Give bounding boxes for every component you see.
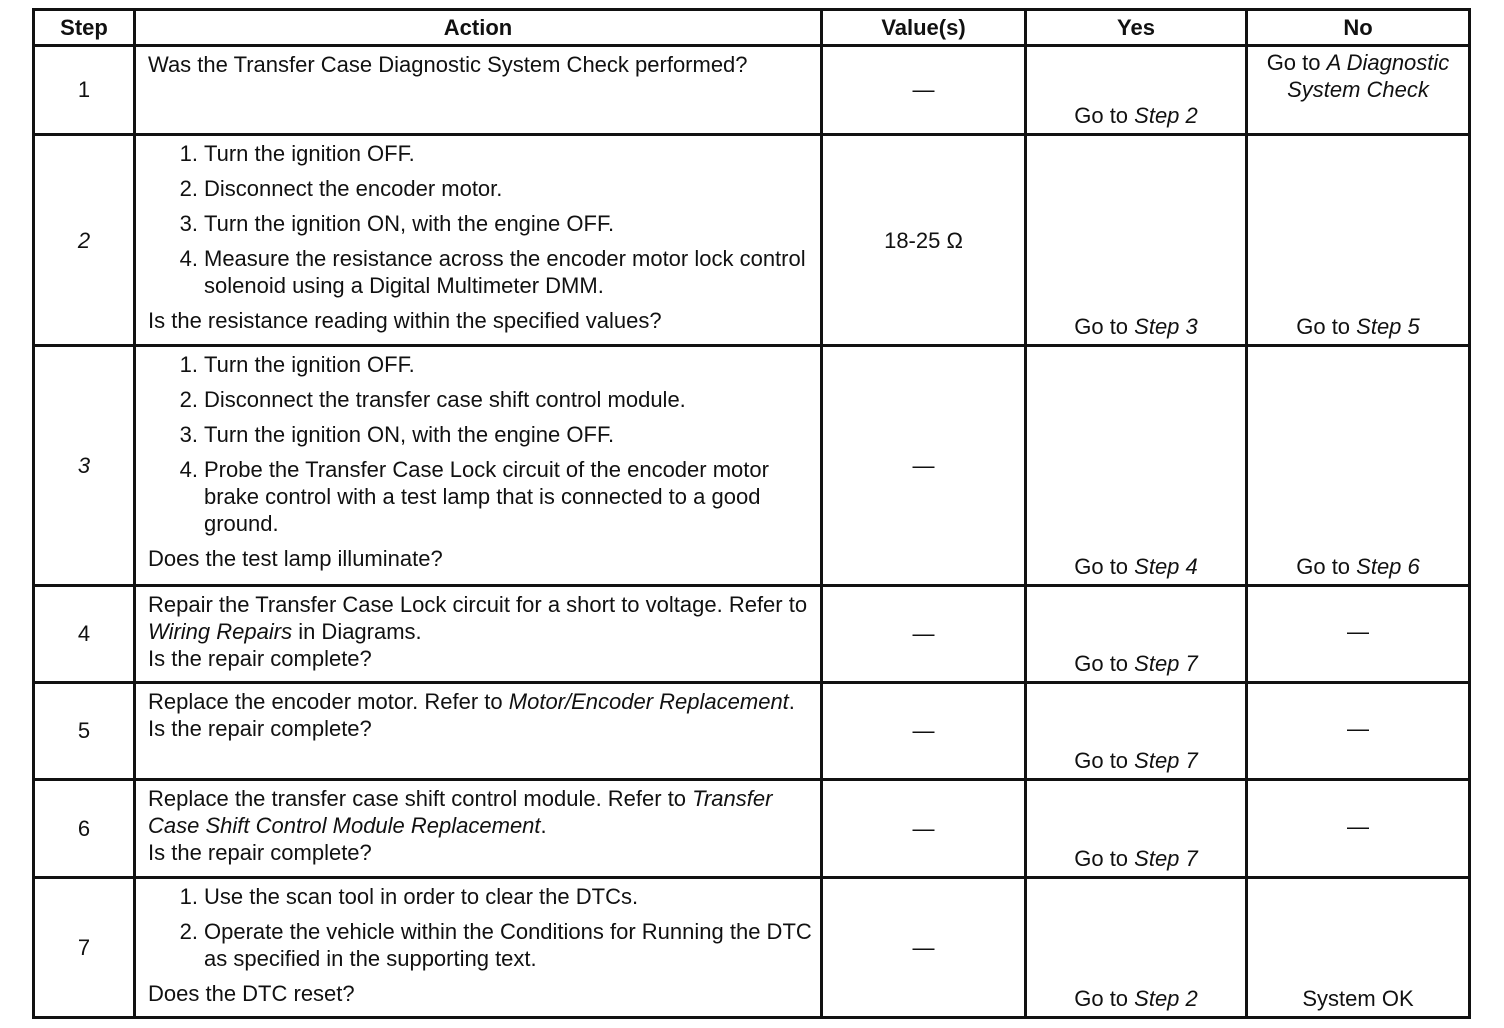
action-text-part: Replace the transfer case shift control module. Refer to (148, 785, 693, 811)
goto-step-link[interactable]: Step 7 (1134, 747, 1198, 773)
procedure-step (168, 210, 812, 237)
procedure-step-number: 2. (179, 387, 198, 413)
table-row (34, 134, 1470, 346)
yes-cell (1026, 46, 1247, 135)
yes-cell (1026, 877, 1247, 1017)
table-row (34, 877, 1470, 1017)
action-text-part: in Diagrams. (292, 618, 422, 644)
goto-prefix: Go to (1074, 747, 1135, 773)
action-cell (135, 585, 822, 682)
action-cell (135, 779, 822, 877)
goto-prefix: Go to (1266, 50, 1327, 75)
question-text: Is the resistance reading within the specified values? (148, 307, 662, 333)
procedure-step-text: Turn the ignition ON, with the engine OFF. (204, 210, 615, 236)
header-action: Action (135, 10, 822, 46)
procedure-step-number: 3. (179, 422, 198, 448)
action-cell (135, 134, 822, 346)
no-cell: — (1247, 682, 1470, 779)
procedure-step (168, 386, 812, 413)
goto-diagnostic-check-link[interactable]: A Diagnostic System Check (1287, 50, 1450, 102)
procedure-step (168, 351, 812, 378)
action-cell (135, 346, 822, 585)
procedure-step-number: 3. (179, 210, 198, 236)
procedure-step-number: 4. (179, 245, 198, 271)
question-text: Is the repair complete? (148, 645, 372, 671)
goto-step-link[interactable]: Step 2 (1134, 102, 1198, 128)
no-cell (1247, 134, 1470, 346)
no-cell: — (1247, 585, 1470, 682)
step-number: 3 (34, 346, 135, 585)
procedure-step-number: 2. (179, 918, 198, 944)
procedure-step-text: Turn the ignition OFF. (204, 140, 415, 166)
no-cell (1247, 46, 1470, 135)
procedure-step-number: 1. (179, 883, 198, 909)
procedure-step-number: 2. (179, 175, 198, 201)
action-text-part: . (540, 812, 547, 838)
table-row (34, 585, 1470, 682)
reference-link[interactable]: Motor/Encoder Replacement (508, 688, 789, 714)
header-row (34, 10, 1470, 46)
procedure-step (168, 918, 812, 972)
goto-prefix: Go to (1296, 314, 1357, 340)
no-cell: System OK (1247, 877, 1470, 1017)
goto-prefix: Go to (1074, 102, 1135, 128)
procedure-step (168, 883, 812, 910)
header-no: No (1247, 10, 1470, 46)
value-cell: — (822, 877, 1026, 1017)
value-cell: — (822, 46, 1026, 135)
procedure-step (168, 245, 812, 299)
procedure-step-text: Disconnect the transfer case shift control module. (204, 387, 686, 413)
goto-prefix: Go to (1296, 553, 1357, 579)
goto-prefix: Go to (1074, 314, 1135, 340)
step-number: 2 (34, 134, 135, 346)
table-row (34, 682, 1470, 779)
table-row (34, 779, 1470, 877)
yes-cell (1026, 585, 1247, 682)
header-yes: Yes (1026, 10, 1247, 46)
action-text: Was the Transfer Case Diagnostic System Check performed? (148, 52, 748, 77)
reference-link[interactable]: Transfer Case Shift Control Module Replacement (148, 785, 773, 838)
procedure-step-text: Measure the resistance across the encoder motor lock control solenoid using a Digital Multimeter DMM. (204, 245, 806, 298)
procedure-step-number: 1. (179, 352, 198, 378)
goto-prefix: Go to (1074, 553, 1135, 579)
procedure-step-text: Disconnect the encoder motor. (204, 175, 503, 201)
step-number: 1 (34, 46, 135, 135)
procedure-step-number: 1. (179, 140, 198, 166)
step-number: 4 (34, 585, 135, 682)
procedure-list (148, 883, 812, 972)
question-text: Does the DTC reset? (148, 980, 355, 1006)
procedure-step-number: 4. (179, 457, 198, 483)
value-cell: — (822, 779, 1026, 877)
procedure-list (148, 140, 812, 299)
action-text (148, 688, 812, 715)
step-number: 5 (34, 682, 135, 779)
goto-step-link[interactable]: Step 7 (1134, 845, 1198, 871)
value-cell: 18-25 Ω (822, 134, 1026, 346)
table-row (34, 346, 1470, 585)
reference-link[interactable]: Wiring Repairs (148, 618, 293, 644)
question-text: Is the repair complete? (148, 715, 372, 741)
diagnostic-table (32, 8, 1471, 1019)
action-cell (135, 682, 822, 779)
goto-step-link[interactable]: Step 2 (1134, 986, 1198, 1011)
action-text-part: Repair the Transfer Case Lock circuit for a short to voltage. Refer to (148, 591, 808, 617)
goto-step-link[interactable]: Step 7 (1134, 650, 1198, 676)
procedure-step-text: Use the scan tool in order to clear the DTCs. (204, 883, 639, 909)
procedure-list (148, 351, 812, 537)
procedure-step (168, 140, 812, 167)
action-text-part: Replace the encoder motor. Refer to (148, 688, 509, 714)
action-cell (135, 877, 822, 1017)
procedure-step (168, 456, 812, 537)
procedure-step-text: Operate the vehicle within the Conditions for Running the DTC as specified in the supporting text. (204, 918, 812, 971)
action-cell (135, 46, 822, 135)
goto-step-link[interactable]: Step 4 (1134, 553, 1198, 579)
no-cell: — (1247, 779, 1470, 877)
procedure-step-text: Turn the ignition OFF. (204, 352, 415, 378)
action-text (148, 591, 812, 645)
procedure-step (168, 175, 812, 202)
action-text-part: . (788, 688, 795, 714)
procedure-step (168, 421, 812, 448)
question-text: Does the test lamp illuminate? (148, 546, 443, 572)
step-number: 7 (34, 877, 135, 1017)
goto-prefix: Go to (1074, 986, 1135, 1011)
procedure-step-text: Turn the ignition ON, with the engine OFF. (204, 422, 615, 448)
goto-prefix: Go to (1074, 845, 1135, 871)
goto-step-link[interactable]: Step 3 (1134, 314, 1198, 340)
no-cell (1247, 346, 1470, 585)
procedure-step-text: Probe the Transfer Case Lock circuit of the encoder motor brake control with a test lamp that is connected to a good ground. (204, 457, 769, 537)
table-row (34, 46, 1470, 135)
value-cell: — (822, 346, 1026, 585)
step-number: 6 (34, 779, 135, 877)
yes-cell (1026, 134, 1247, 346)
yes-cell (1026, 779, 1247, 877)
header-values: Value(s) (822, 10, 1026, 46)
question-text: Is the repair complete? (148, 839, 372, 865)
header-step: Step (34, 10, 135, 46)
yes-cell (1026, 682, 1247, 779)
yes-cell (1026, 346, 1247, 585)
goto-prefix: Go to (1074, 650, 1135, 676)
goto-step-link[interactable]: Step 6 (1356, 553, 1420, 579)
value-cell: — (822, 682, 1026, 779)
value-cell: — (822, 585, 1026, 682)
goto-step-link[interactable]: Step 5 (1356, 314, 1420, 340)
action-text (148, 785, 812, 839)
